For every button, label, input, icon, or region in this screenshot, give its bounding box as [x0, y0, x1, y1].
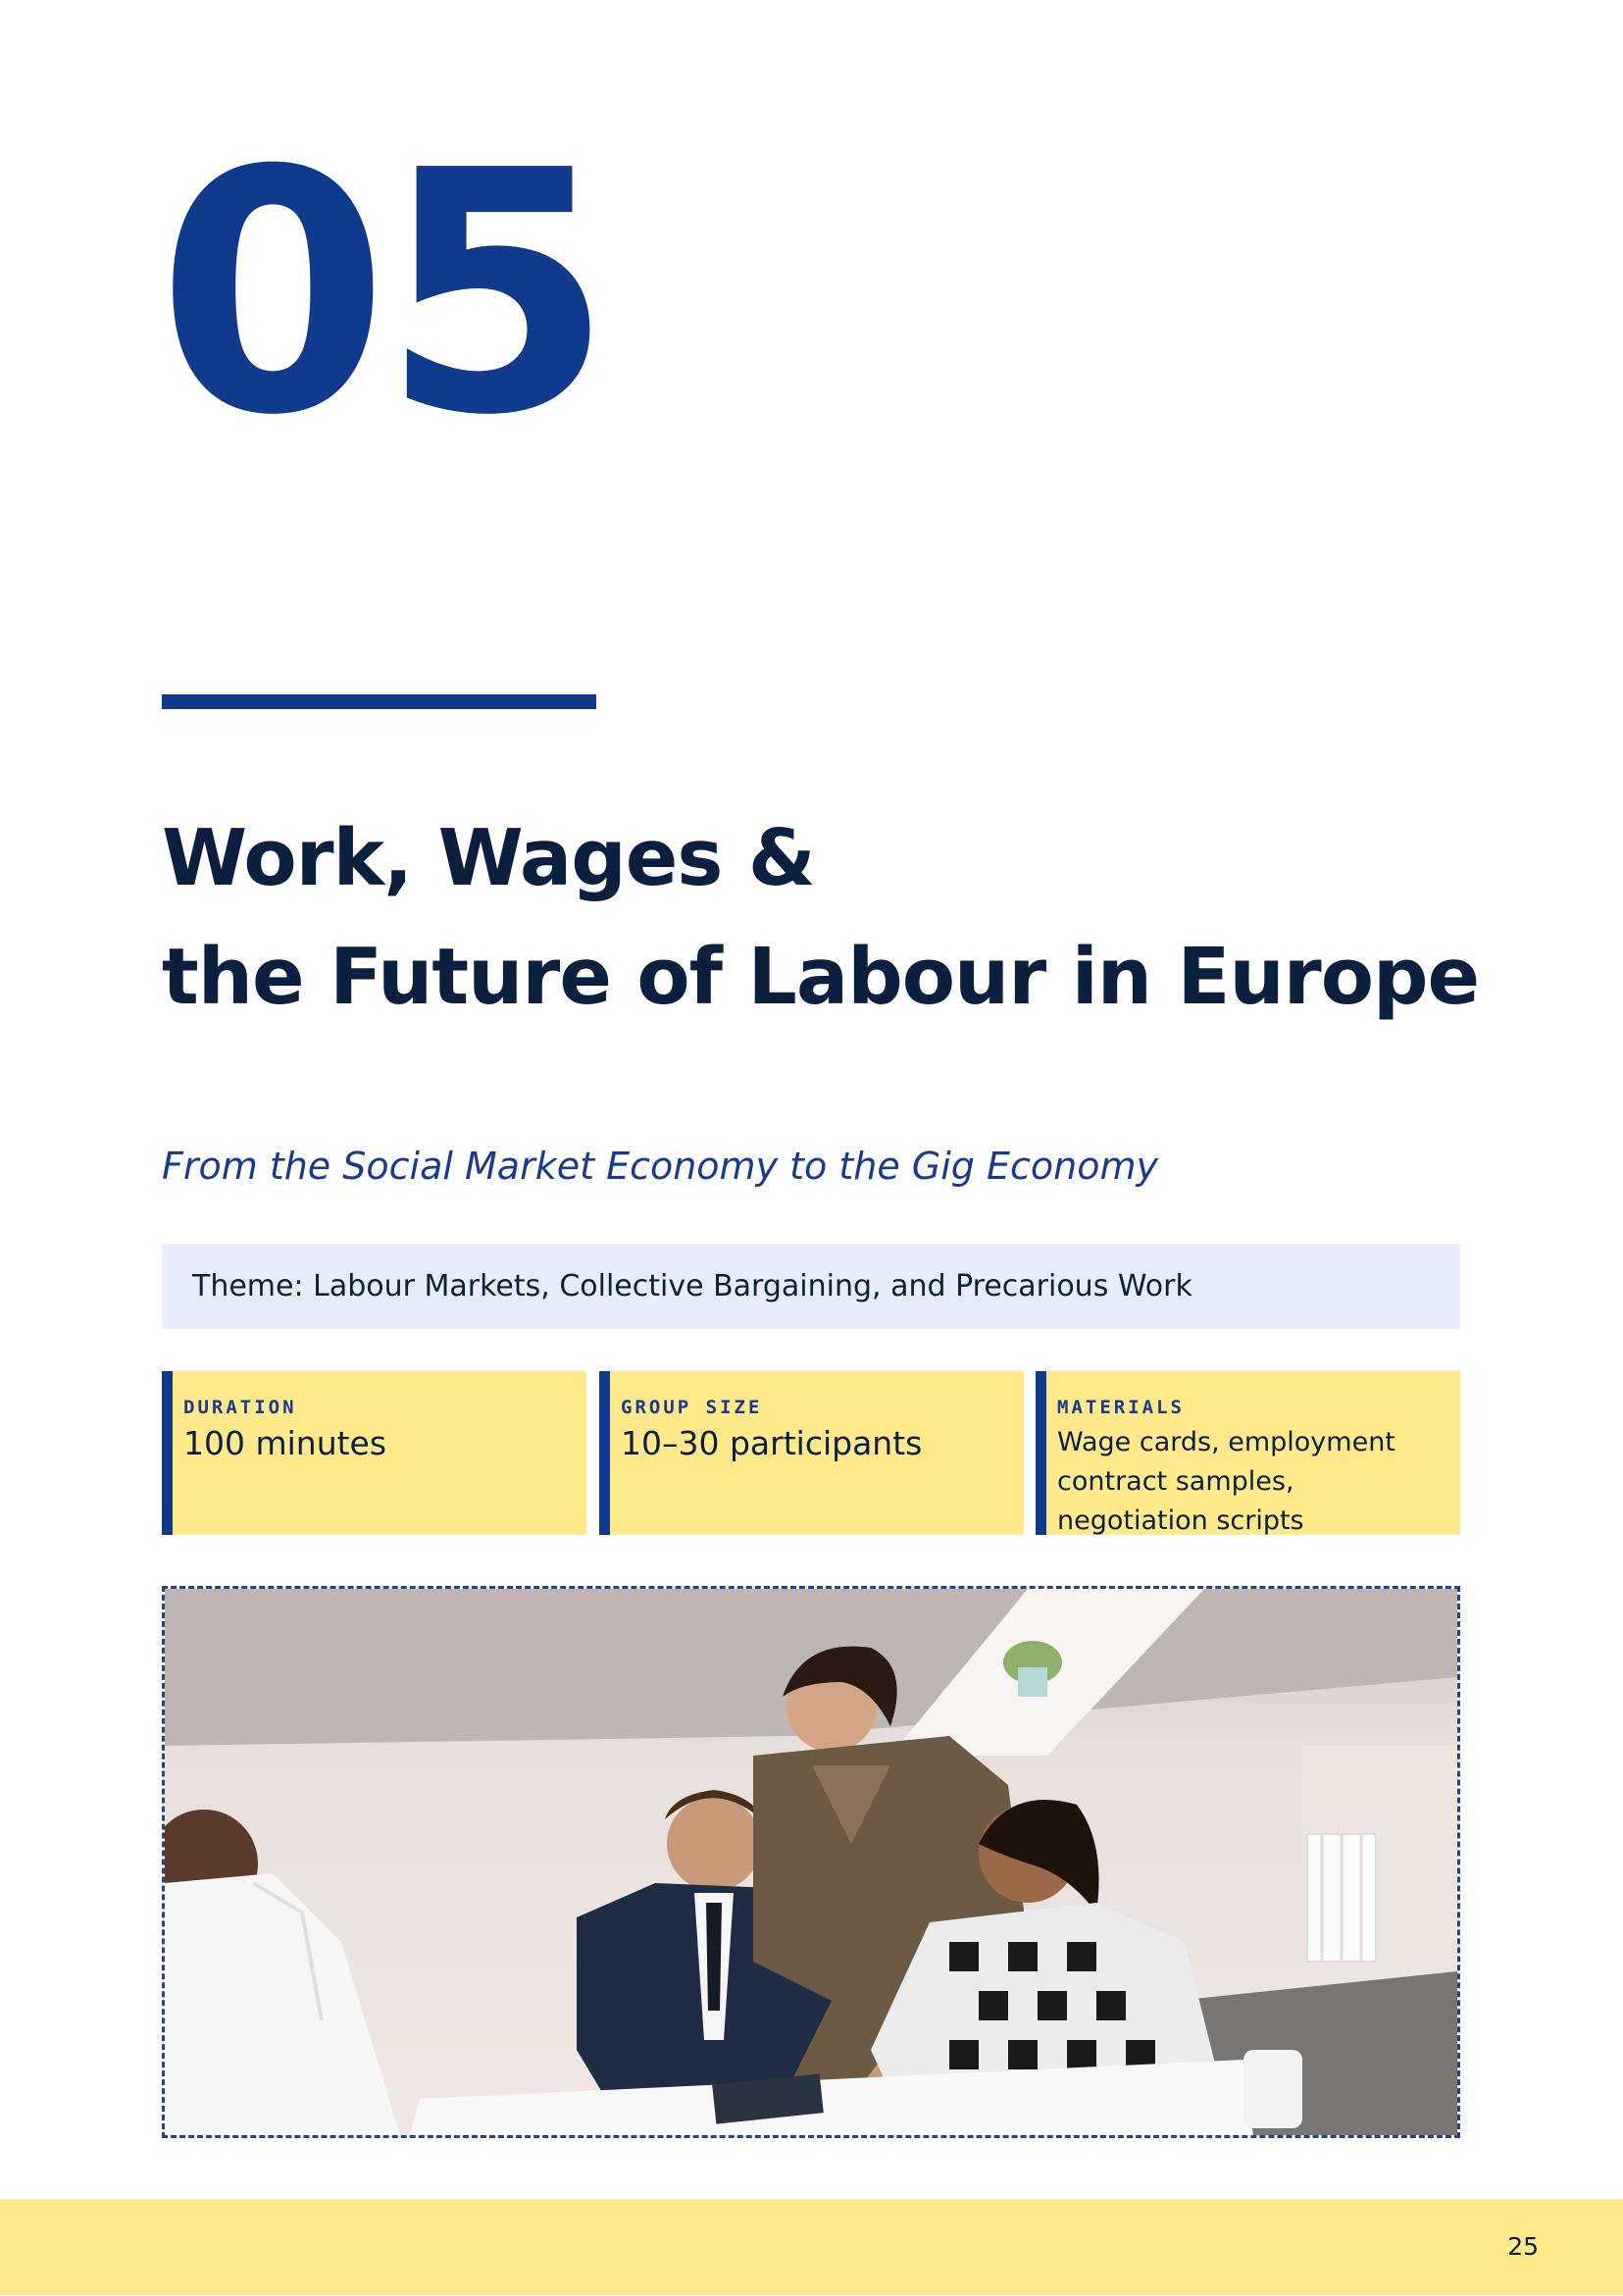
- page-title-line-2: the Future of Labour in Europe: [162, 932, 1480, 1022]
- chapter-number: 05: [157, 100, 606, 488]
- materials-card: [1036, 1371, 1460, 1535]
- group-size-value: 10–30 participants: [621, 1424, 923, 1462]
- team-meeting-photo: [162, 1586, 1460, 2138]
- page-title-line-1: Work, Wages &: [162, 813, 815, 903]
- theme-text: Theme: Labour Markets, Collective Bargaining, and Precarious Work: [192, 1269, 1192, 1303]
- group-size-card: [599, 1371, 1024, 1535]
- group-size-label: GROUP SIZE: [621, 1397, 763, 1418]
- duration-card: [162, 1371, 586, 1535]
- materials-value: Wage cards, employment contract samples, negotiation scripts: [1057, 1427, 1395, 1536]
- photo-illustration: [165, 1589, 1457, 2135]
- section-divider: [162, 694, 596, 709]
- page-subtitle: From the Social Market Economy to the Gig Economy: [162, 1145, 1158, 1188]
- duration-value: 100 minutes: [183, 1424, 387, 1462]
- materials-label: MATERIALS: [1057, 1397, 1185, 1418]
- page-number: 25: [1507, 2232, 1539, 2261]
- duration-label: DURATION: [183, 1397, 297, 1418]
- page-title: [162, 799, 1480, 1037]
- footer-band: [0, 2199, 1623, 2295]
- theme-banner: [162, 1244, 1460, 1329]
